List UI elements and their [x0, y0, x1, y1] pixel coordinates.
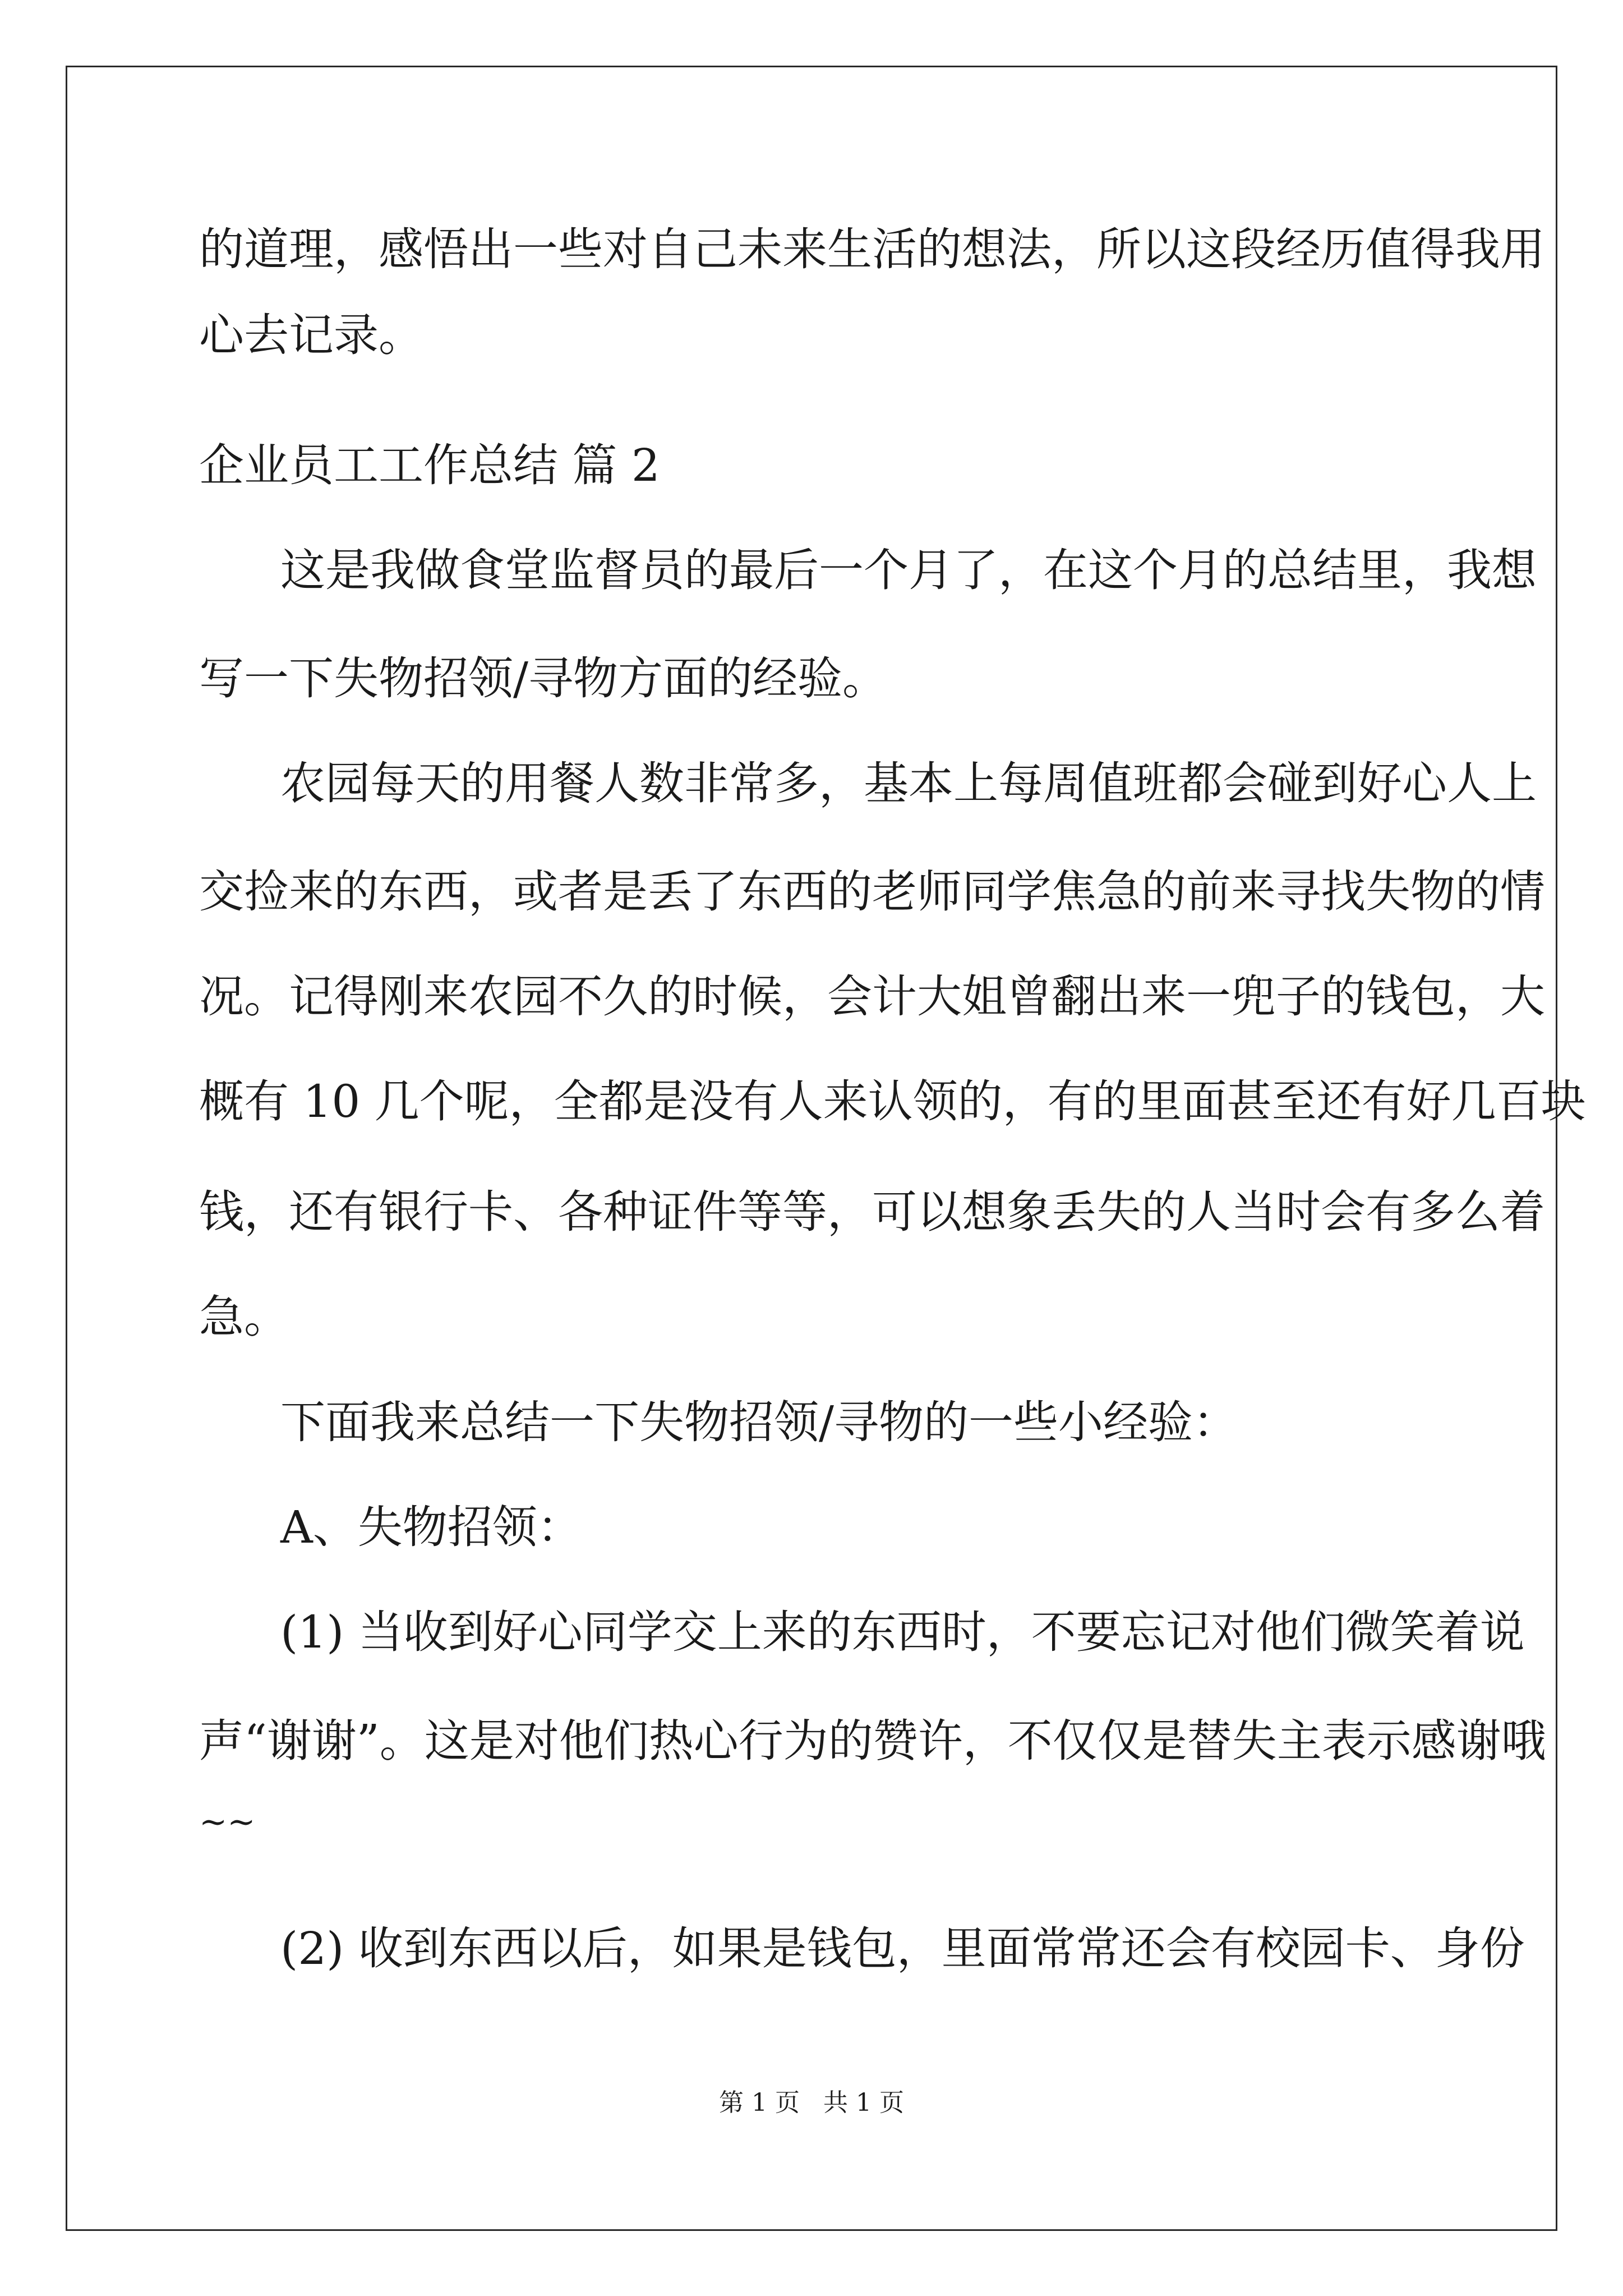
- text-line: 急。: [199, 1291, 289, 1343]
- page-border: [66, 66, 1586, 2231]
- list-heading: A、失物招领：: [280, 1501, 582, 1553]
- section-heading: 企业员工工作总结 篇 2: [199, 439, 660, 491]
- list-item: (2) 收到东西以后，如果是钱包，里面常常还会有校园卡、身份: [280, 1922, 1525, 1975]
- page-footer: 第 1 页 共 1 页: [719, 2088, 904, 2117]
- text-line: 心去记录。: [199, 309, 423, 361]
- text-line: 况。记得刚来农园不久的时候，会计大姐曾翻出来一兜子的钱包，大: [199, 970, 1545, 1023]
- text-line: 交捡来的东西，或者是丢了东西的老师同学焦急的前来寻找失物的情: [199, 866, 1545, 918]
- text-line: 写一下失物招领/寻物方面的经验。: [199, 652, 887, 705]
- text-line: ~~: [199, 1802, 256, 1842]
- text-line: 钱，还有银行卡、各种证件等等，可以想象丢失的人当时会有多么着: [199, 1186, 1545, 1238]
- text-line: 下面我来总结一下失物招领/寻物的一些小经验：: [280, 1396, 1238, 1448]
- list-item: (1) 当收到好心同学交上来的东西时，不要忘记对他们微笑着说: [280, 1606, 1525, 1658]
- text-line: 这是我做食堂监督员的最后一个月了，在这个月的总结里，我想: [280, 544, 1537, 596]
- text-line: 声“谢谢”。这是对他们热心行为的赞许，不仅仅是替失主表示感谢哦: [199, 1715, 1546, 1767]
- text-line: 的道理，感悟出一些对自己未来生活的想法，所以这段经历值得我用: [199, 223, 1545, 275]
- text-line: 概有 10 几个呢，全都是没有人来认领的，有的里面甚至还有好几百块: [199, 1075, 1586, 1128]
- text-line: 农园每天的用餐人数非常多，基本上每周值班都会碰到好心人上: [280, 757, 1537, 809]
